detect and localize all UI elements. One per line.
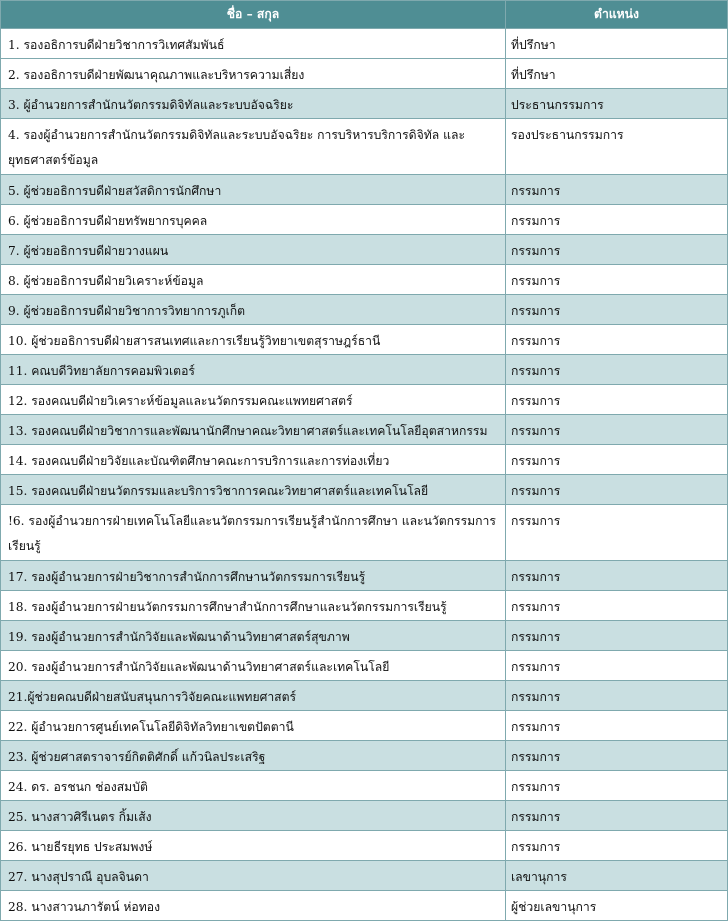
- table-row: [1, 891, 728, 921]
- member-position: กรรมการ: [506, 475, 728, 505]
- member-position: กรรมการ: [506, 651, 728, 681]
- table-row: [1, 445, 728, 475]
- member-position: กรรมการ: [506, 711, 728, 741]
- member-name: 5. ผู้ช่วยอธิการบดีฝ่ายสวัสดิการนักศึกษา: [1, 175, 506, 205]
- member-name: 17. รองผู้อำนวยการฝ่ายวิชาการสำนักการศึกษานวัตกรรมการเรียนรู้: [1, 561, 506, 591]
- member-position: กรรมการ: [506, 175, 728, 205]
- member-position: กรรมการ: [506, 621, 728, 651]
- member-position: กรรมการ: [506, 831, 728, 861]
- table-row: [1, 175, 728, 205]
- table-row: [1, 475, 728, 505]
- member-position: กรรมการ: [506, 415, 728, 445]
- member-position: กรรมการ: [506, 445, 728, 475]
- member-position: กรรมการ: [506, 591, 728, 621]
- table-row: [1, 711, 728, 741]
- member-position: กรรมการ: [506, 385, 728, 415]
- table-row: [1, 505, 728, 561]
- table-row: [1, 561, 728, 591]
- member-name: 25. นางสาวศิรีเนตร กิ้มเส้ง: [1, 801, 506, 831]
- member-position: กรรมการ: [506, 205, 728, 235]
- member-position: กรรมการ: [506, 235, 728, 265]
- table-row: [1, 29, 728, 59]
- member-name: 12. รองคณบดีฝ่ายวิเคราะห์ข้อมูลและนวัตกรรมคณะแพทยศาสตร์: [1, 385, 506, 415]
- member-name: 15. รองคณบดีฝ่ายนวัตกรรมและบริการวิชาการคณะวิทยาศาสตร์และเทคโนโลยี: [1, 475, 506, 505]
- member-position: กรรมการ: [506, 561, 728, 591]
- member-name: 23. ผู้ช่วยศาสตราจารย์กิตติศักดิ์ แก้วนิลประเสริฐ: [1, 741, 506, 771]
- member-name: !6. รองผู้อำนวยการฝ่ายเทคโนโลยีและนวัตกรรมการเรียนรู้สำนักการศึกษา และนวัตกรรมการเรียนรู้: [1, 505, 506, 561]
- table-row: [1, 741, 728, 771]
- member-name: 27. นางสุปราณี อุบลจินดา: [1, 861, 506, 891]
- table-row: [1, 591, 728, 621]
- member-position: กรรมการ: [506, 295, 728, 325]
- member-name: 2. รองอธิการบดีฝ่ายพัฒนาคุณภาพและบริหารความเสี่ยง: [1, 59, 506, 89]
- table-row: [1, 295, 728, 325]
- member-position: ที่ปรึกษา: [506, 59, 728, 89]
- member-name: 9. ผู้ช่วยอธิการบดีฝ่ายวิชาการวิทยาการภูเก็ต: [1, 295, 506, 325]
- member-name: 11. คณบดีวิทยาลัยการคอมพิวเตอร์: [1, 355, 506, 385]
- member-position: กรรมการ: [506, 355, 728, 385]
- table-row: [1, 385, 728, 415]
- position-column-header: ตำแหน่ง: [506, 1, 728, 29]
- table-row: [1, 325, 728, 355]
- table-row: [1, 235, 728, 265]
- member-name: 24. ดร. อรชนก ช่องสมบัติ: [1, 771, 506, 801]
- table-row: [1, 59, 728, 89]
- member-name: 21.ผู้ช่วยคณบดีฝ่ายสนับสนุนการวิจัยคณะแพทยศาสตร์: [1, 681, 506, 711]
- member-name: 19. รองผู้อำนวยการสำนักวิจัยและพัฒนาด้านวิทยาศาสตร์สุขภาพ: [1, 621, 506, 651]
- member-name: 1. รองอธิการบดีฝ่ายวิชาการวิเทศสัมพันธ์: [1, 29, 506, 59]
- member-position: กรรมการ: [506, 741, 728, 771]
- table-row: [1, 621, 728, 651]
- member-name: 18. รองผู้อำนวยการฝ่ายนวัตกรรมการศึกษาสำนักการศึกษาและนวัตกรรมการเรียนรู้: [1, 591, 506, 621]
- name-column-header: ชื่อ – สกุล: [1, 1, 506, 29]
- member-position: ที่ปรึกษา: [506, 29, 728, 59]
- header-row: [1, 1, 728, 29]
- table-row: [1, 771, 728, 801]
- member-name: 3. ผู้อำนวยการสำนักนวัตกรรมดิจิทัลและระบบอัจฉริยะ: [1, 89, 506, 119]
- member-position: ประธานกรรมการ: [506, 89, 728, 119]
- member-name: 6. ผู้ช่วยอธิการบดีฝ่ายทรัพยากรบุคคล: [1, 205, 506, 235]
- table-row: [1, 265, 728, 295]
- table-row: [1, 651, 728, 681]
- table-row: [1, 119, 728, 175]
- member-name: 28. นางสาวนภารัตน์ ห่อทอง: [1, 891, 506, 921]
- table-row: [1, 355, 728, 385]
- member-name: 20. รองผู้อำนวยการสำนักวิจัยและพัฒนาด้านวิทยาศาสตร์และเทคโนโลยี: [1, 651, 506, 681]
- member-position: กรรมการ: [506, 505, 728, 561]
- table-row: [1, 89, 728, 119]
- member-position: กรรมการ: [506, 681, 728, 711]
- member-name: 8. ผู้ช่วยอธิการบดีฝ่ายวิเคราะห์ข้อมูล: [1, 265, 506, 295]
- member-name: 14. รองคณบดีฝ่ายวิจัยและบัณฑิตศึกษาคณะการบริการและการท่องเที่ยว: [1, 445, 506, 475]
- table-row: [1, 205, 728, 235]
- table-row: [1, 801, 728, 831]
- member-position: รองประธานกรรมการ: [506, 119, 728, 175]
- member-name: 10. ผู้ช่วยอธิการบดีฝ่ายสารสนเทศและการเรียนรู้วิทยาเขตสุราษฎร์ธานี: [1, 325, 506, 355]
- member-position: กรรมการ: [506, 325, 728, 355]
- member-position: กรรมการ: [506, 771, 728, 801]
- table-row: [1, 681, 728, 711]
- member-name: 26. นายธีรยุทธ ประสมพงษ์: [1, 831, 506, 861]
- table-row: [1, 861, 728, 891]
- member-position: เลขานุการ: [506, 861, 728, 891]
- table-row: [1, 831, 728, 861]
- table-row: [1, 415, 728, 445]
- member-name: 7. ผู้ช่วยอธิการบดีฝ่ายวางแผน: [1, 235, 506, 265]
- member-name: 13. รองคณบดีฝ่ายวิชาการและพัฒนานักศึกษาคณะวิทยาศาสตร์และเทคโนโลยีอุตสาหกรรม: [1, 415, 506, 445]
- member-position: กรรมการ: [506, 265, 728, 295]
- member-position: กรรมการ: [506, 801, 728, 831]
- member-position: ผู้ช่วยเลขานุการ: [506, 891, 728, 921]
- member-name: 4. รองผู้อำนวยการสำนักนวัตกรรมดิจิทัลและระบบอัจฉริยะ การบริหารบริการดิจิทัล และยุทธศาสตร์ข้อมูล: [1, 119, 506, 175]
- member-name: 22. ผู้อำนวยการศูนย์เทคโนโลยีดิจิทัลวิทยาเขตปัตตานี: [1, 711, 506, 741]
